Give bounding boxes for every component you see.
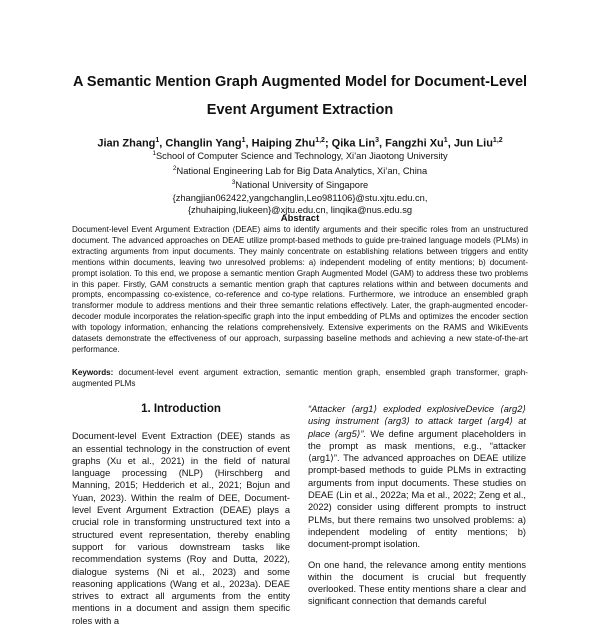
author-separator: , [447, 137, 454, 150]
paragraph-text: We define argument placeholders in the prompt as mask mentions, e.g., “attacker ⟨arg1⟩”. The advanced approaches on DEAE utilize prompt-based methods to guide PLMs in extracting arguments from input documents. These studies on DEAE (Lin et al., 2022a; Ma et al., 2022; Zeng et al., 2022) consider using different prompts to instruct PLMs, but there remains two unsolved problems: a) independent modeling of entity mentions; b) document-prompt isolation. [308, 428, 526, 550]
author-separator: ; [324, 137, 332, 150]
affiliation-mark: 2 [172, 164, 177, 172]
section-heading: 1. Introduction [141, 403, 221, 415]
right-paragraph-1 [308, 403, 526, 551]
abstract-text: Document-level Event Argument Extraction (DEAE) aims to identify arguments and their specific roles from an unstructured document. The advanced approaches on DEAE utilize prompt-based methods to guide pre-trained language models (PLMs) in extracting arguments from input documents. They mainly concentrate on establishing relations between triggers and entity mentions within documents, leaving two unresolved problems: a) independent modeling of entity mentions; b) document-prompt isolation. To this end, we propose a semantic mention Graph Augmented Model (GAM) to address these two problems in this paper. Firstly, GAM constructs a semantic mention graph that captures relations within and between documents and prompts, encompassing co-existence, co-reference and co-type relations. Furthermore, we introduce an ensembled graph transformer module to address mentions and their three semantic relations effectively. Later, the graph-augmented encoder-decoder module incorporates the relation-specific graph into the input embedding of PLMs and optimizes the encoder section with topology information, enhancing the relations comprehensively. Extensive experiments on the RAMS and WikiEvents datasets demonstrate the effectiveness of our approach, surpassing baseline methods and achieving a new state-of-the-art performance. [72, 225, 528, 354]
author-separator: , [159, 137, 166, 150]
author-separator: , [378, 137, 386, 150]
author-affil-mark: 1 [443, 137, 448, 144]
left-column [72, 398, 290, 627]
abstract-heading: Abstract [280, 213, 320, 224]
author: Jian Zhang [97, 137, 156, 150]
title-line-2: Event Argument Extraction [206, 102, 394, 118]
affiliation [40, 148, 560, 163]
affiliation [40, 177, 560, 192]
author: Jun Liu [453, 137, 493, 150]
author: Qika Lin [331, 137, 376, 150]
author: Fangzhi Xu [385, 137, 444, 150]
right-column [308, 403, 526, 608]
paper-title [40, 68, 560, 124]
affiliation [40, 163, 560, 178]
affiliation-mark: 1 [152, 150, 156, 157]
email-line: {zhuhaiping,liukeen}@xjtu.edu.cn, linqika@nus.edu.sg [187, 205, 413, 216]
keywords-label: Keywords: [72, 368, 114, 377]
affiliation-text: School of Computer Science and Technology, Xi’an Jiaotong University [155, 151, 448, 162]
affiliation-text: National University of Singapore [235, 180, 369, 191]
author: Haiping Zhu [251, 137, 316, 150]
author-affil-mark: 1,2 [315, 137, 325, 144]
affiliation-mark: 3 [231, 179, 236, 187]
author-affil-mark: 1,2 [492, 137, 503, 144]
keywords [72, 368, 528, 390]
author-separator: , [245, 137, 252, 150]
email-line: {zhangjian062422,yangchanglin,Leo981106}@stu.xjtu.edu.cn, [172, 192, 428, 203]
title-line-1: A Semantic Mention Graph Augmented Model for Document-Level [72, 74, 528, 90]
right-paragraph-2: On one hand, the relevance among entity mentions within the document is crucial but frequently overlooked. These entity mentions share a clear and significant connection that demands careful [308, 559, 526, 607]
prompt-example: “Attacker ⟨arg1⟩ exploded explosiveDevice ⟨arg2⟩ using instrument ⟨arg3⟩ to attack target ⟨arg4⟩ at place ⟨arg5⟩”. [308, 404, 526, 439]
author: Changlin Yang [165, 137, 242, 150]
author-affil-mark: 1 [241, 137, 246, 144]
affiliations [40, 148, 560, 217]
keywords-text: document-level event argument extraction, semantic mention graph, ensembled graph transformer, graph-augmented PLMs [72, 368, 528, 388]
author-affil-mark: 3 [375, 137, 379, 144]
affiliation-text: National Engineering Lab for Big Data Analytics, Xi’an, China [176, 165, 428, 176]
author-affil-mark: 1 [155, 137, 160, 144]
intro-paragraph: Document-level Event Extraction (DEE) stands as an essential technology in the construction of event graphs (Xu et al., 2021) in the field of natural language processing (NLP) (Hirschberg and Manning, 2015; Hedderich et al., 2021; Bojun and Yuan, 2023). Within the realm of DEE, Document-level Event Argument Extraction (DEAE) plays a crucial role in transforming unstructured text into a structured event representation, thereby enabling support for various downstream tasks like recommendation systems (Roy and Dutta, 2022), dialogue systems (Ni et al., 2023) and some reasoning applications (Wang et al., 2023a). DEAE strives to extract all arguments from the entity mentions in a document and assign them specific roles with a [72, 431, 290, 626]
